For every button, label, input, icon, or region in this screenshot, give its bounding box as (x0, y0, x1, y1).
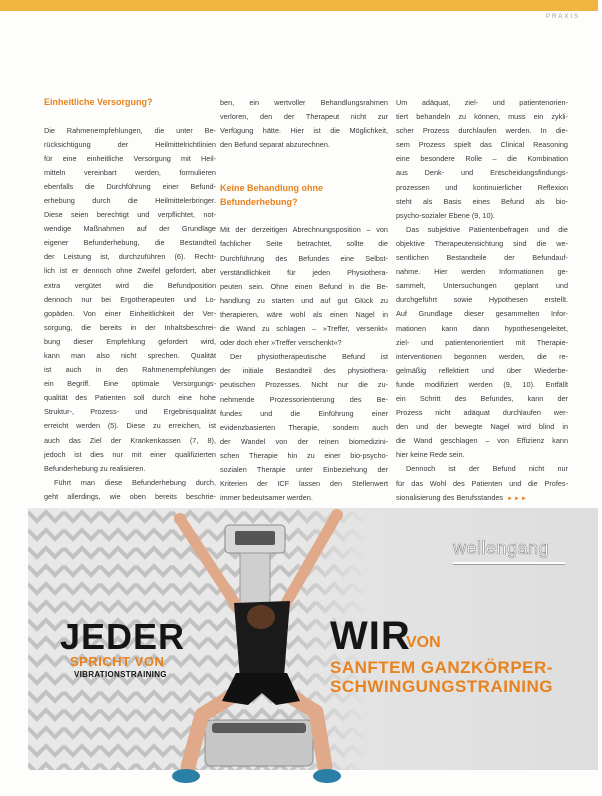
text-line: objektive Therapeutensichtung sind die we- (396, 238, 568, 248)
text-line: hier keine Rede sein. (396, 450, 465, 460)
text-line: eine besondere Rolle – die Kombination (396, 154, 568, 164)
ad-claim-spricht-von: SPRICHT VON (70, 654, 165, 669)
heading-line: Keine Behandlung ohne (220, 183, 324, 194)
text-line: schen Therapie hin zu einer bio-psycho- (220, 450, 388, 460)
heading-line: Einheitliche Versorgung? (44, 97, 153, 107)
text-line: Das subjektive Patientenbefragen und die (406, 224, 568, 234)
text-line: eigener Befunderhebung, die Bestandteil (44, 238, 216, 248)
text-line: Diese seien berechtigt und verpflichtet, not- (44, 210, 216, 220)
text-line: therapieren, wäre wohl als einen Nagel in (220, 309, 388, 319)
right-arm (285, 518, 335, 605)
text-line: erreicht werden (5). Diese zu erreichen, ist (44, 421, 216, 431)
text-line: Dennoch ist der Befund nicht nur (406, 464, 568, 474)
text-line: prozessen und kontinuierlicher Reflexion (396, 182, 568, 192)
text-line: fundes und die Einführung einer (220, 408, 388, 418)
text-line: Struktur-, Prozess- und Ergebnisqualität (44, 407, 216, 417)
text-line: aus Denk- und Entscheidungsfindungs- (396, 168, 568, 178)
paragraph (396, 223, 568, 463)
ad-claim-schwingungstraining: SCHWINGUNGSTRAINING (330, 677, 553, 696)
paragraph (220, 350, 388, 505)
text-line: peuten sein. Ohne einen Befund in die Be- (220, 281, 388, 291)
paragraph (44, 476, 216, 504)
text-line: fachlicher Seite betrachtet, sollte die (220, 239, 388, 249)
text-line: ziel- und patientenorientiert mit Therapie- (396, 337, 568, 347)
ad-claim-von: VON (406, 634, 441, 651)
text-line: Auf Grundlage dieser gesammelten Infor- (396, 309, 568, 319)
text-line: Verfügung hätte. Hier ist die Möglichkeit, (220, 126, 388, 136)
text-line: sentlichen Bestandteile der Befundauf- (396, 253, 568, 263)
text-line: gelmäßig reflektiert und über Wiederbe- (396, 365, 568, 375)
left-shoe (172, 769, 200, 783)
text-line: der initiale Bestandteil des physiothera- (220, 366, 388, 376)
text-line: die Wand geschlagen – von Effizienz kann (396, 436, 568, 446)
text-line: kann man also nicht sprechen. Qualität (44, 351, 216, 360)
text-line: lich ist er dennoch ohne Zweifel gefordert, aber (44, 266, 216, 276)
text-line: dennoch nur bei Ergotherapeuten und Lo- (44, 294, 216, 304)
text-line: geht allerdings, wie oben bereits beschrie- (44, 491, 216, 501)
paragraph (396, 462, 568, 504)
text-line: für das Wohl des Patienten und die Profes- (396, 478, 568, 488)
vibration-plate-top (212, 723, 306, 733)
text-line: funde modifiziert werden (9, 10). Entfällt (396, 379, 568, 389)
text-line: evidenzbasierten Therapie, sondern auch (220, 422, 388, 432)
ad-claim-wir: WIR (330, 614, 411, 658)
right-shoe (313, 769, 341, 783)
text-line: jedoch ist dies nur mit einer qualifizierten (44, 449, 216, 459)
text-line: sem Prozess spielt das Clinical Reasoning (396, 140, 568, 150)
text-line: ebenfalls die Durchführung einer Befund- (44, 181, 216, 191)
text-line: immer bedeutsamer werden. (220, 493, 313, 503)
text-line: sionalisierung des Berufsstandes ►►► (396, 492, 528, 502)
text-line: ein Begriff. Eine optimale Versorgungs- (44, 379, 216, 389)
text-line: ein Schritt des Befundes, kann der (396, 393, 568, 403)
text-line: sammelt, Untersuchungen geplant und (396, 281, 568, 291)
shorts (222, 673, 300, 705)
text-line: tiert behandeln zu können, muss ein zykli- (396, 112, 568, 122)
text-line: sozialen Therapie unter Einbeziehung der (220, 464, 388, 474)
text-line: den und der bewegte Nagel wird blind in (396, 422, 568, 432)
text-line: verloren, den der Therapeut nicht zur (220, 112, 388, 122)
text-line: Führt man diese Befunderhebung durch, (54, 477, 216, 487)
column-1 (44, 96, 216, 504)
head-hair (247, 605, 275, 629)
text-line: ben, ein wertvoller Behandlungsrahmen (220, 98, 388, 107)
paragraph (220, 96, 388, 152)
text-line: den Befund separat abzurechnen. (220, 140, 330, 150)
text-line: sorgung, die bereits in der Inhaltsbeschrei- (44, 322, 216, 332)
text-line: gopäden. Von einer Einheitlichkeit der Ver- (44, 308, 216, 318)
text-line: ist auch in den Rahmenempfehlungen (44, 365, 216, 375)
text-line: handlung zu starten und auf gut Glück zu (220, 295, 388, 305)
top-color-bar (0, 0, 598, 11)
text-line: mitteln vereinbart werden, formulieren (44, 167, 216, 177)
brand-logo-rule (453, 562, 565, 565)
text-line: bung dieser Empfehlung gefordert wird, (44, 336, 216, 346)
text-line: die Wand zu schlagen – »Treffer, versenkt« (220, 324, 388, 334)
text-line: auch das Ziel der Krankenkassen (7, 8), (44, 435, 216, 445)
right-hand (331, 509, 343, 521)
text-line: der Leistung ist, durchzuführen (6). Recht- (44, 252, 216, 262)
text-line: interventionen begonnen werden, die re- (396, 351, 568, 361)
text-line: rücksichtigung der Heilmittelrichtlinien (44, 139, 216, 149)
person-illustration (150, 505, 370, 795)
ad-claim-jeder: JEDER (60, 616, 186, 657)
text-line: Prozess nicht adäquat durchlaufen wer- (396, 408, 568, 418)
ad-claim-sanftem-ganzkoerper: SANFTEM GANZKÖRPER- (330, 658, 553, 677)
paragraph (220, 223, 388, 350)
machine-screen (235, 531, 275, 545)
text-line: der Wandel von der reinen biomedizini- (220, 436, 388, 446)
text-line: scher Prozess durchlaufen werden. In die- (396, 126, 568, 136)
text-line: steht als Basis eines Befund als bio- (396, 196, 568, 206)
text-line: erhebung durch die Heilmittelerbringer. (44, 195, 216, 205)
text-line: wendige Maßnahmen auf der Grundlage (44, 224, 216, 234)
text-line: Mit der derzeitigen Abrechnungsposition – von (220, 225, 388, 235)
section-heading (44, 96, 216, 110)
text-line: psycho-sozialer Ebene (9, 10). (396, 210, 495, 220)
text-line: Kriterien der ICF lassen den Stellenwert (220, 479, 388, 489)
section-label: PRAXIS (545, 14, 580, 20)
text-line: für eine einheitliche Versorgung mit Heil- (44, 153, 216, 163)
column-3 (396, 96, 568, 505)
heading-line: Befunderhebung? (220, 196, 298, 207)
text-line: mationen kann dann hypothesengeleitet, (396, 323, 568, 333)
paragraph (396, 96, 568, 223)
text-line: Der physiotherapeutische Befund ist (230, 352, 388, 362)
paragraph (44, 124, 216, 476)
ad-claim-vibrationstraining: VIBRATIONSTRAINING (74, 670, 167, 679)
text-line: Befunderhebung zu realisieren. (44, 463, 146, 473)
text-line: verständlichkeit für jeden Physiothera- (220, 267, 388, 277)
text-line: durchgeführt sowie Hypothesen erstellt. (396, 295, 568, 305)
text-line: oder doch eher »Treffer verschenkt«? (220, 338, 342, 348)
continuation-marker: ►►► (507, 495, 528, 502)
text-line: peutischen Prozesses. Nicht nur die zu- (220, 380, 388, 390)
text-line: extra vergütet wird die Befundposition (44, 280, 216, 290)
text-line: nehmende Prozessorientierung des Be- (220, 394, 388, 404)
text-line: Um adäquat, ziel- und patientenorien- (396, 98, 568, 107)
column-2 (220, 96, 388, 505)
text-line: nahme. Hier werden Informationen ge- (396, 267, 568, 277)
left-hand (174, 513, 186, 525)
text-line: Die Rahmenempfehlungen, die unter Be- (44, 125, 216, 135)
brand-logo: wellengang (453, 538, 550, 558)
section-heading (220, 182, 388, 209)
text-line: Durchführung des Befundes eine Selbst- (220, 253, 388, 263)
text-line: qualität des Patienten soll durch eine hohe (44, 393, 216, 403)
